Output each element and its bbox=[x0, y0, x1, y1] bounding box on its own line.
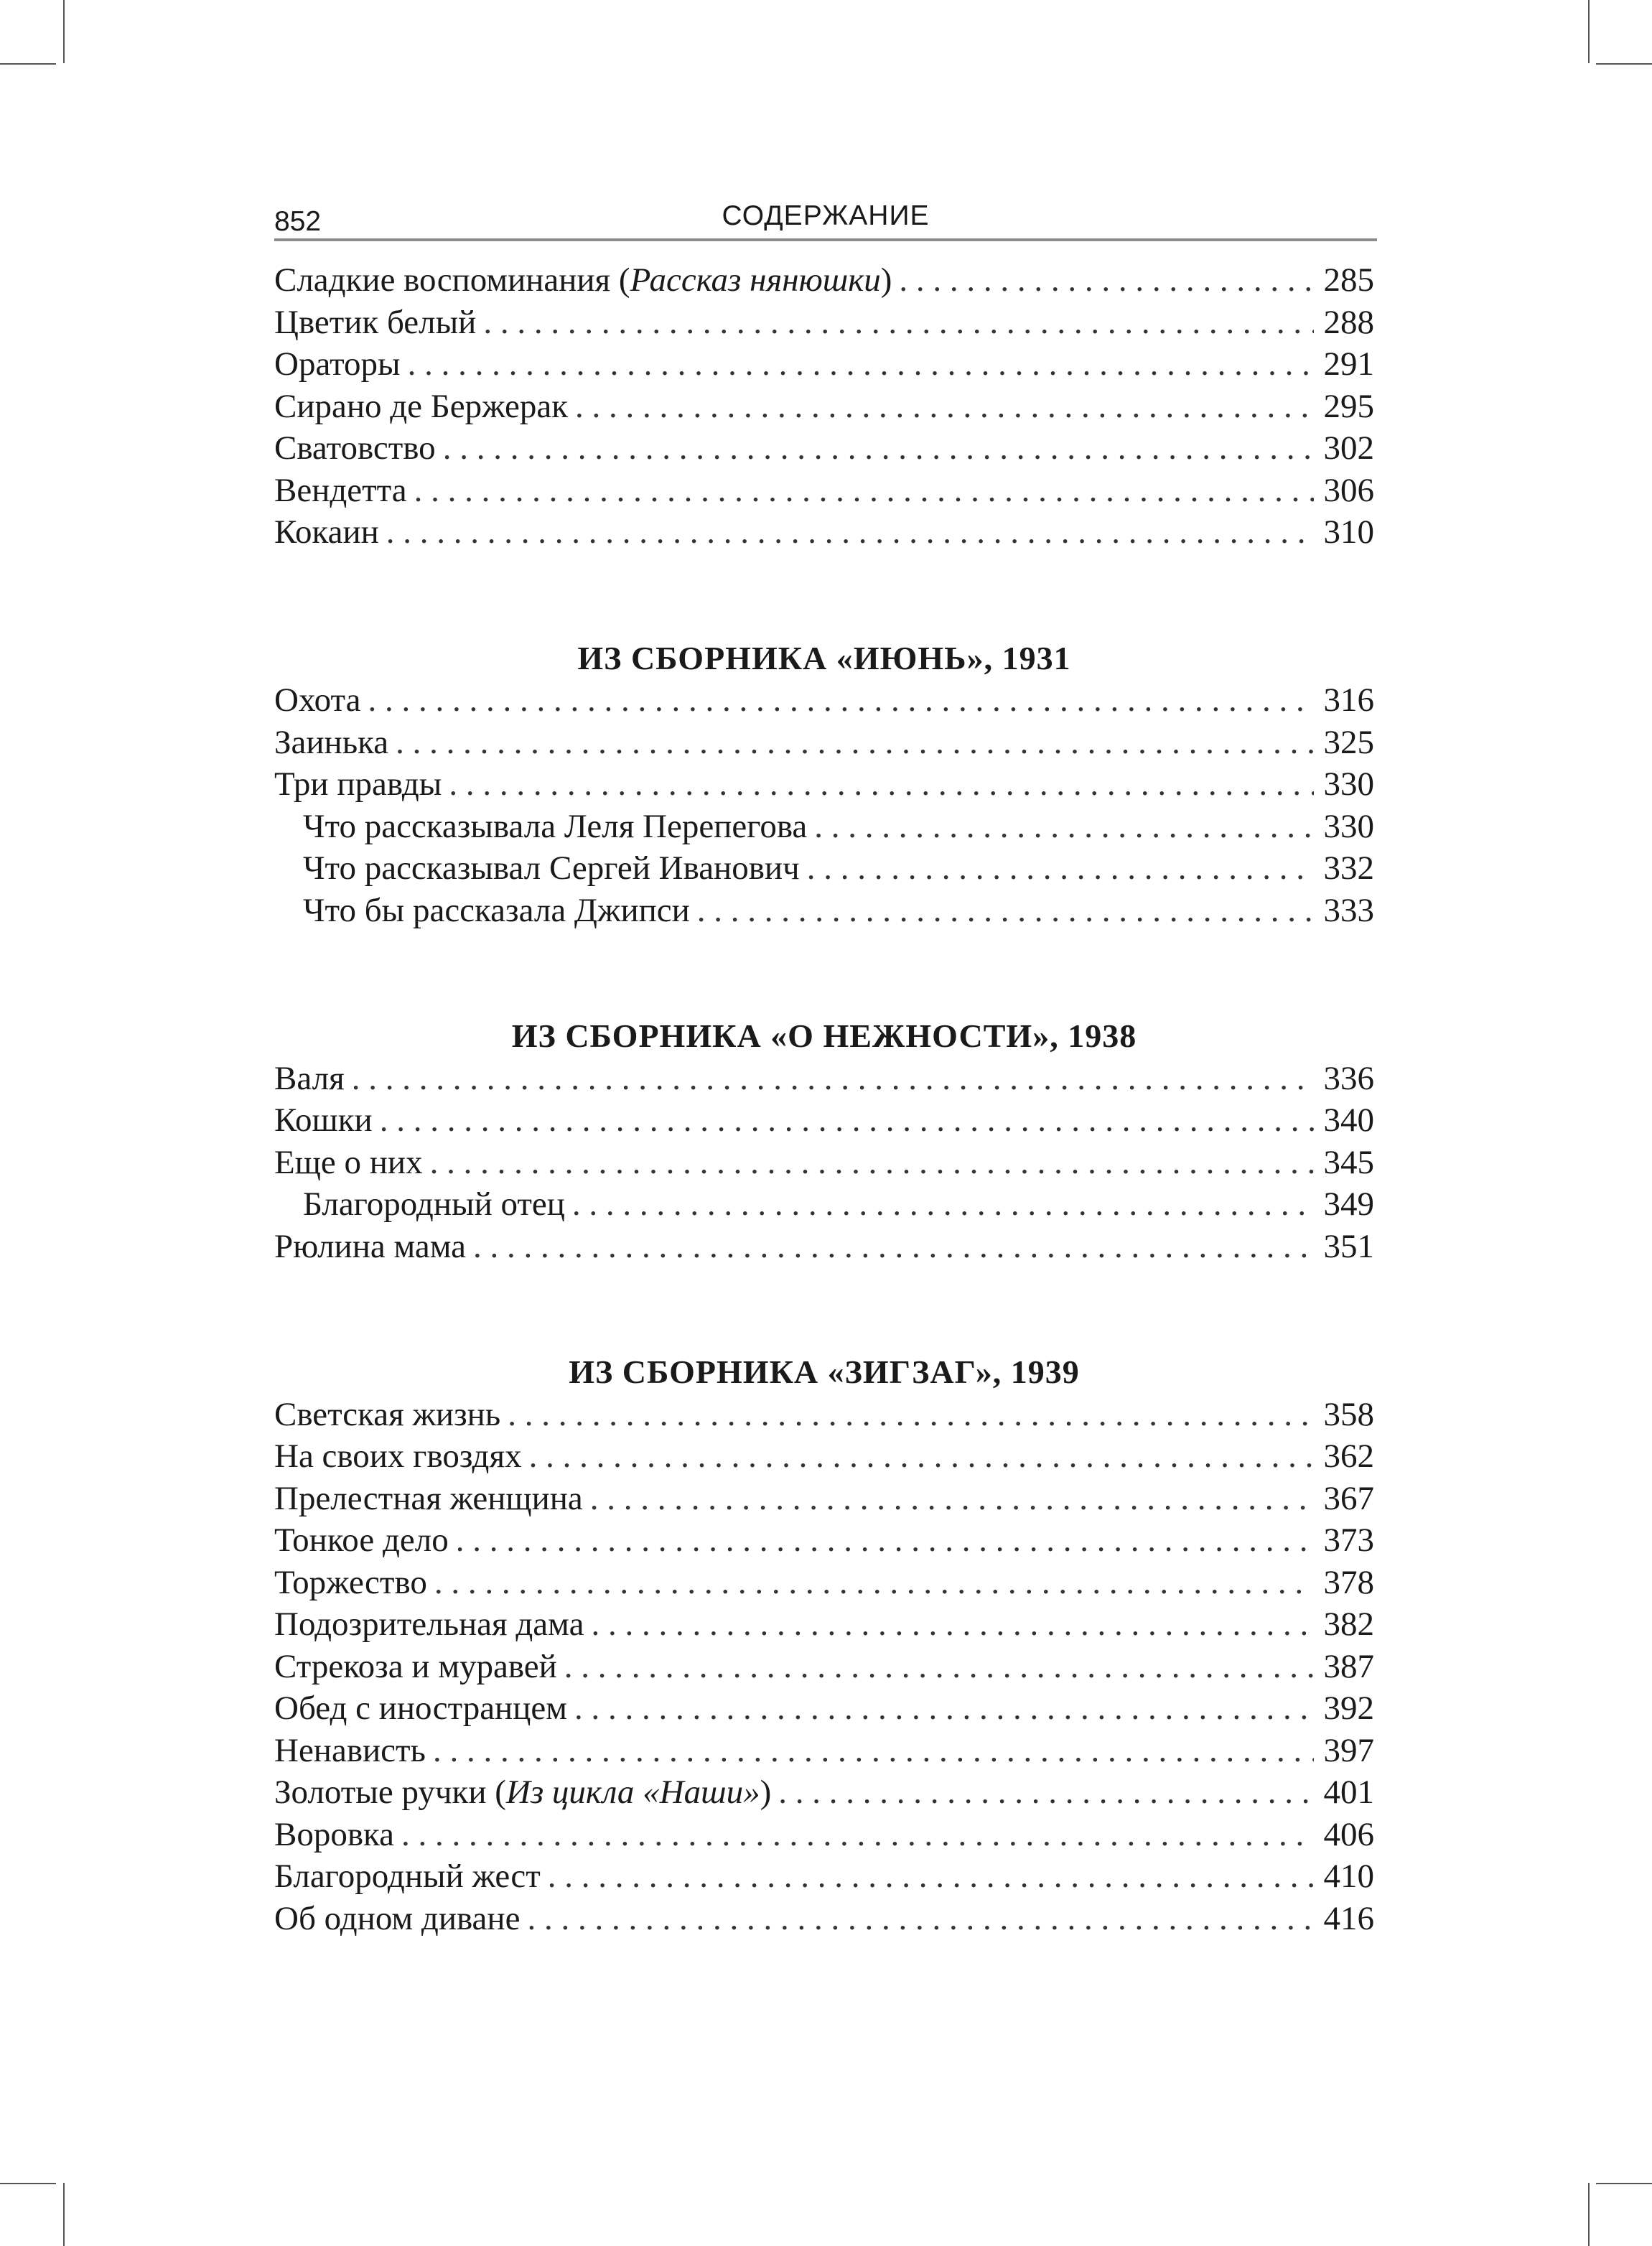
entry-title: На своих гвоздях bbox=[274, 1437, 522, 1475]
entry-title: Об одном диване bbox=[274, 1899, 521, 1937]
entry-page-number: 416 bbox=[1323, 1899, 1374, 1937]
toc-entry[interactable] bbox=[274, 470, 1374, 512]
entry-title: Подозрительная дама bbox=[274, 1606, 584, 1643]
dot-leader bbox=[572, 1183, 1314, 1226]
toc-entry[interactable] bbox=[274, 1099, 1374, 1142]
entry-page-number: 373 bbox=[1323, 1522, 1374, 1559]
toc-entry[interactable] bbox=[274, 1730, 1374, 1772]
dot-leader bbox=[575, 386, 1313, 428]
dot-leader bbox=[408, 343, 1314, 386]
entry-title: Благородный жест bbox=[274, 1858, 541, 1895]
crop-mark bbox=[63, 2183, 65, 2246]
entry-title: Что рассказывала Леля Перепегова bbox=[303, 807, 808, 845]
dot-leader bbox=[548, 1855, 1314, 1898]
entry-title: Прелестная женщина bbox=[274, 1479, 583, 1517]
toc-entry[interactable] bbox=[274, 1183, 1374, 1226]
toc-entry[interactable] bbox=[274, 1058, 1374, 1100]
toc-entry[interactable] bbox=[274, 679, 1374, 722]
table-of-contents bbox=[274, 259, 1374, 1939]
entry-title: Охота bbox=[274, 681, 361, 719]
entry-title: Золотые ручки (Из цикла «Наши») bbox=[274, 1774, 772, 1811]
dot-leader bbox=[368, 679, 1314, 722]
entry-page-number: 367 bbox=[1323, 1479, 1374, 1517]
toc-entry[interactable] bbox=[274, 511, 1374, 554]
entry-title: Кошки bbox=[274, 1101, 373, 1139]
entry-title: Валя bbox=[274, 1059, 345, 1097]
entry-page-number: 406 bbox=[1323, 1815, 1374, 1853]
entry-title: Стрекоза и муравей bbox=[274, 1647, 557, 1685]
entry-page-number: 340 bbox=[1323, 1101, 1374, 1139]
crop-mark bbox=[63, 0, 65, 63]
entry-page-number: 358 bbox=[1323, 1395, 1374, 1433]
toc-entry[interactable] bbox=[274, 722, 1374, 764]
entry-page-number: 325 bbox=[1323, 723, 1374, 761]
entry-page-number: 330 bbox=[1323, 765, 1374, 803]
entry-page-number: 392 bbox=[1323, 1690, 1374, 1727]
header-rule bbox=[274, 238, 1377, 241]
entry-page-number: 306 bbox=[1323, 471, 1374, 509]
dot-leader bbox=[814, 806, 1313, 848]
dot-leader bbox=[434, 1562, 1314, 1604]
entry-title: Что рассказывал Сергей Иванович bbox=[303, 849, 800, 887]
dot-leader bbox=[778, 1771, 1313, 1814]
entry-page-number: 295 bbox=[1323, 387, 1374, 425]
entry-page-number: 362 bbox=[1323, 1437, 1374, 1475]
toc-entry[interactable] bbox=[274, 1855, 1374, 1898]
entry-title: Торжество bbox=[274, 1563, 427, 1601]
entry-title: Светская жизнь bbox=[274, 1395, 501, 1433]
entry-page-number: 336 bbox=[1323, 1059, 1374, 1097]
entry-page-number: 285 bbox=[1323, 261, 1374, 299]
entry-title: Ненависть bbox=[274, 1731, 426, 1769]
dot-leader bbox=[574, 1687, 1314, 1730]
entry-page-number: 302 bbox=[1323, 429, 1374, 467]
dot-leader bbox=[529, 1435, 1314, 1478]
toc-entry[interactable] bbox=[274, 1519, 1374, 1562]
entry-title: Еще о них bbox=[274, 1143, 423, 1181]
dot-leader bbox=[430, 1142, 1314, 1184]
dot-leader bbox=[564, 1646, 1314, 1688]
dot-leader bbox=[352, 1058, 1314, 1100]
entry-title: Обед с иностранцем bbox=[274, 1690, 567, 1727]
toc-entry[interactable] bbox=[274, 1142, 1374, 1184]
toc-entry[interactable] bbox=[274, 386, 1374, 428]
dot-leader bbox=[449, 763, 1313, 806]
toc-entry[interactable] bbox=[274, 890, 1374, 932]
dot-leader bbox=[483, 302, 1313, 344]
dot-leader bbox=[456, 1519, 1314, 1562]
toc-entry[interactable] bbox=[274, 1603, 1374, 1646]
dot-leader bbox=[396, 722, 1313, 764]
entry-title: Сладкие воспоминания (Рассказ нянюшки) bbox=[274, 261, 892, 299]
running-header bbox=[274, 194, 1377, 238]
crop-mark bbox=[1588, 0, 1590, 63]
toc-entry[interactable] bbox=[274, 763, 1374, 806]
entry-title: Воровка bbox=[274, 1815, 395, 1853]
section-title: ИЗ СБОРНИКА «О НЕЖНОСТИ», 1938 bbox=[511, 1017, 1137, 1054]
entry-page-number: 401 bbox=[1323, 1774, 1374, 1811]
entry-page-number: 316 bbox=[1323, 681, 1374, 719]
entry-page-number: 378 bbox=[1323, 1563, 1374, 1601]
entry-page-number: 332 bbox=[1323, 849, 1374, 887]
toc-entry[interactable] bbox=[274, 1814, 1374, 1856]
section-title: ИЗ СБОРНИКА «ИЮНЬ», 1931 bbox=[577, 639, 1071, 676]
crop-mark bbox=[0, 2183, 56, 2184]
entry-title: Цветик белый bbox=[274, 303, 477, 341]
dot-leader bbox=[590, 1478, 1314, 1520]
entry-page-number: 345 bbox=[1323, 1143, 1374, 1181]
toc-entry[interactable] bbox=[274, 259, 1374, 302]
toc-entry[interactable] bbox=[274, 1394, 1374, 1436]
entry-page-number: 349 bbox=[1323, 1185, 1374, 1223]
entry-page-number: 288 bbox=[1323, 303, 1374, 341]
page-number: 852 bbox=[274, 206, 322, 237]
toc-entry[interactable] bbox=[274, 1226, 1374, 1268]
toc-entry[interactable] bbox=[274, 1771, 1374, 1814]
toc-entry[interactable] bbox=[274, 1562, 1374, 1604]
entry-title: Сватовство bbox=[274, 429, 436, 467]
running-title: СОДЕРЖАНИЕ bbox=[722, 200, 930, 231]
entry-page-number: 397 bbox=[1323, 1731, 1374, 1769]
dot-leader bbox=[591, 1603, 1313, 1646]
entry-title: Вендетта bbox=[274, 471, 407, 509]
toc-entry[interactable] bbox=[274, 302, 1374, 344]
entry-title: Сирано де Бержерак bbox=[274, 387, 569, 425]
entry-title: Ораторы bbox=[274, 345, 401, 383]
entry-page-number: 387 bbox=[1323, 1647, 1374, 1685]
dot-leader bbox=[401, 1814, 1313, 1856]
dot-leader bbox=[807, 847, 1314, 890]
entry-page-number: 351 bbox=[1323, 1227, 1374, 1265]
entry-page-number: 330 bbox=[1323, 807, 1374, 845]
entry-page-number: 291 bbox=[1323, 345, 1374, 383]
dot-leader bbox=[414, 470, 1314, 512]
entry-title: Тонкое дело bbox=[274, 1522, 449, 1559]
crop-mark bbox=[0, 63, 56, 65]
toc-entry[interactable] bbox=[274, 1646, 1374, 1688]
toc-entry[interactable] bbox=[274, 1435, 1374, 1478]
entry-title: Что бы рассказала Джипси bbox=[303, 891, 690, 929]
entry-title: Рюлина мама bbox=[274, 1227, 467, 1265]
entry-title: Заинька bbox=[274, 723, 389, 761]
entry-page-number: 333 bbox=[1323, 891, 1374, 929]
dot-leader bbox=[697, 890, 1314, 932]
dot-leader bbox=[527, 1898, 1313, 1940]
toc-entry[interactable] bbox=[274, 1478, 1374, 1520]
crop-mark bbox=[1596, 63, 1652, 65]
entry-title: Кокаин bbox=[274, 513, 379, 551]
dot-leader bbox=[386, 511, 1314, 554]
dot-leader bbox=[508, 1394, 1313, 1436]
entry-title: Три правды bbox=[274, 765, 442, 803]
dot-leader bbox=[473, 1226, 1313, 1268]
toc-entry[interactable] bbox=[274, 806, 1374, 848]
toc-entry[interactable] bbox=[274, 1898, 1374, 1940]
dot-leader bbox=[899, 259, 1313, 302]
entry-page-number: 382 bbox=[1323, 1606, 1374, 1643]
entry-page-number: 410 bbox=[1323, 1858, 1374, 1895]
toc-entry[interactable] bbox=[274, 343, 1374, 386]
crop-mark bbox=[1596, 2183, 1652, 2184]
entry-page-number: 310 bbox=[1323, 513, 1374, 551]
toc-entry[interactable] bbox=[274, 847, 1374, 890]
crop-mark bbox=[1588, 2183, 1590, 2246]
dot-leader bbox=[433, 1730, 1314, 1772]
toc-entry[interactable] bbox=[274, 1687, 1374, 1730]
dot-leader bbox=[380, 1099, 1314, 1142]
toc-entry[interactable] bbox=[274, 427, 1374, 470]
entry-title: Благородный отец bbox=[303, 1185, 565, 1223]
section-title: ИЗ СБОРНИКА «ЗИГЗАГ», 1939 bbox=[569, 1353, 1080, 1390]
dot-leader bbox=[443, 427, 1314, 470]
